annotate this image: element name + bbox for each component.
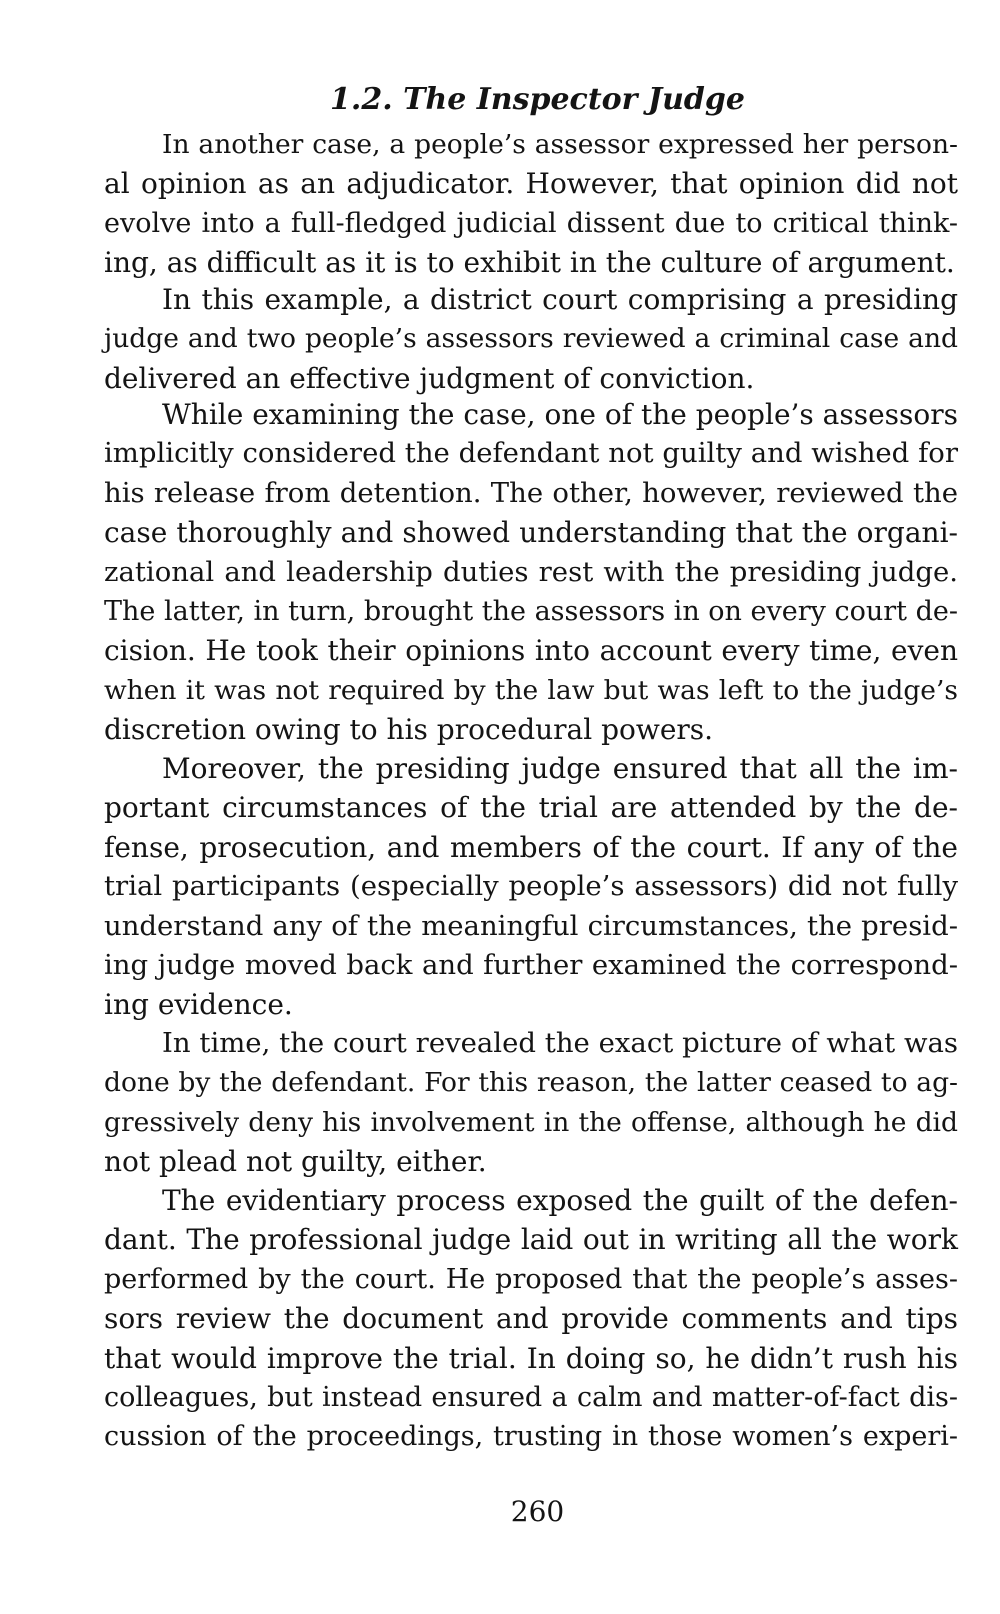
text-line: al opinion as an adjudicator. However, that opinion did not: [104, 167, 958, 201]
text-line: ing judge moved back and further examined the correspond-: [104, 948, 958, 981]
text-line: not plead not guilty, either.: [104, 1145, 487, 1179]
paragraph: [104, 395, 958, 750]
text-line: Moreover, the presiding judge ensured that all the im-: [162, 752, 958, 785]
text-line: sors review the document and provide comments and tips: [104, 1302, 958, 1336]
text-line: implicitly considered the defendant not guilty and wished for: [104, 437, 958, 470]
paragraph: [104, 749, 958, 1025]
text-line: trial participants (especially people’s assessors) did not fully: [104, 870, 958, 903]
text-line: that would improve the trial. In doing so, he didn’t rush his: [104, 1341, 958, 1375]
paragraph: [104, 1024, 958, 1182]
text-line: case thoroughly and showed understanding that the organi-: [104, 516, 958, 550]
text-line: dant. The professional judge laid out in writing all the work: [104, 1223, 958, 1257]
text-line: zational and leadership duties rest with the presiding judge.: [104, 555, 958, 588]
text-line: fense, prosecution, and members of the court. If any of the: [104, 830, 958, 864]
text-line: gressively deny his involvement in the offense, although he did: [104, 1106, 958, 1138]
section-heading: 1.2. The Inspector Judge: [330, 82, 745, 117]
text-line: The latter, in turn, brought the assessors in on every court de-: [104, 595, 958, 627]
text-line: cussion of the proceedings, trusting in those women’s experi-: [104, 1421, 958, 1453]
text-line: understand any of the meaningful circumstances, the presid-: [104, 909, 958, 942]
text-line: ing evidence.: [104, 988, 293, 1022]
page-number: 260: [510, 1495, 565, 1528]
paragraph: [104, 280, 958, 398]
text-line: In time, the court revealed the exact picture of what was: [162, 1027, 958, 1059]
paragraph: [104, 125, 958, 283]
text-line: In this example, a district court comprising a presiding: [162, 283, 958, 316]
text-line: ing, as difficult as it is to exhibit in the culture of argument.: [104, 246, 955, 280]
text-line: done by the defendant. For this reason, the latter ceased to ag-: [104, 1067, 958, 1099]
text-line: cision. He took their opinions into account every time, even: [104, 634, 958, 668]
text-line: While examining the case, one of the people’s assessors: [162, 398, 959, 431]
text-line: performed by the court. He proposed that the people’s asses-: [104, 1263, 958, 1295]
text-line: his release from detention. The other, however, reviewed the: [104, 476, 958, 509]
text-line: In another case, a people’s assessor expressed her person-: [162, 129, 958, 160]
text-line: discretion owing to his procedural powers.: [104, 713, 714, 747]
text-line: delivered an effective judgment of conviction.: [104, 361, 755, 395]
text-line: when it was not required by the law but was left to the judge’s: [104, 674, 958, 706]
text-line: colleagues, but instead ensured a calm and matter-of-fact dis-: [104, 1381, 958, 1413]
paragraph: [104, 1181, 958, 1457]
text-line: The evidentiary process exposed the guilt of the defen-: [162, 1184, 958, 1217]
text-line: portant circumstances of the trial are attended by the de-: [104, 791, 958, 825]
text-line: evolve into a full-fledged judicial dissent due to critical think-: [104, 207, 958, 239]
text-line: judge and two people’s assessors reviewed a criminal case and: [104, 323, 958, 355]
